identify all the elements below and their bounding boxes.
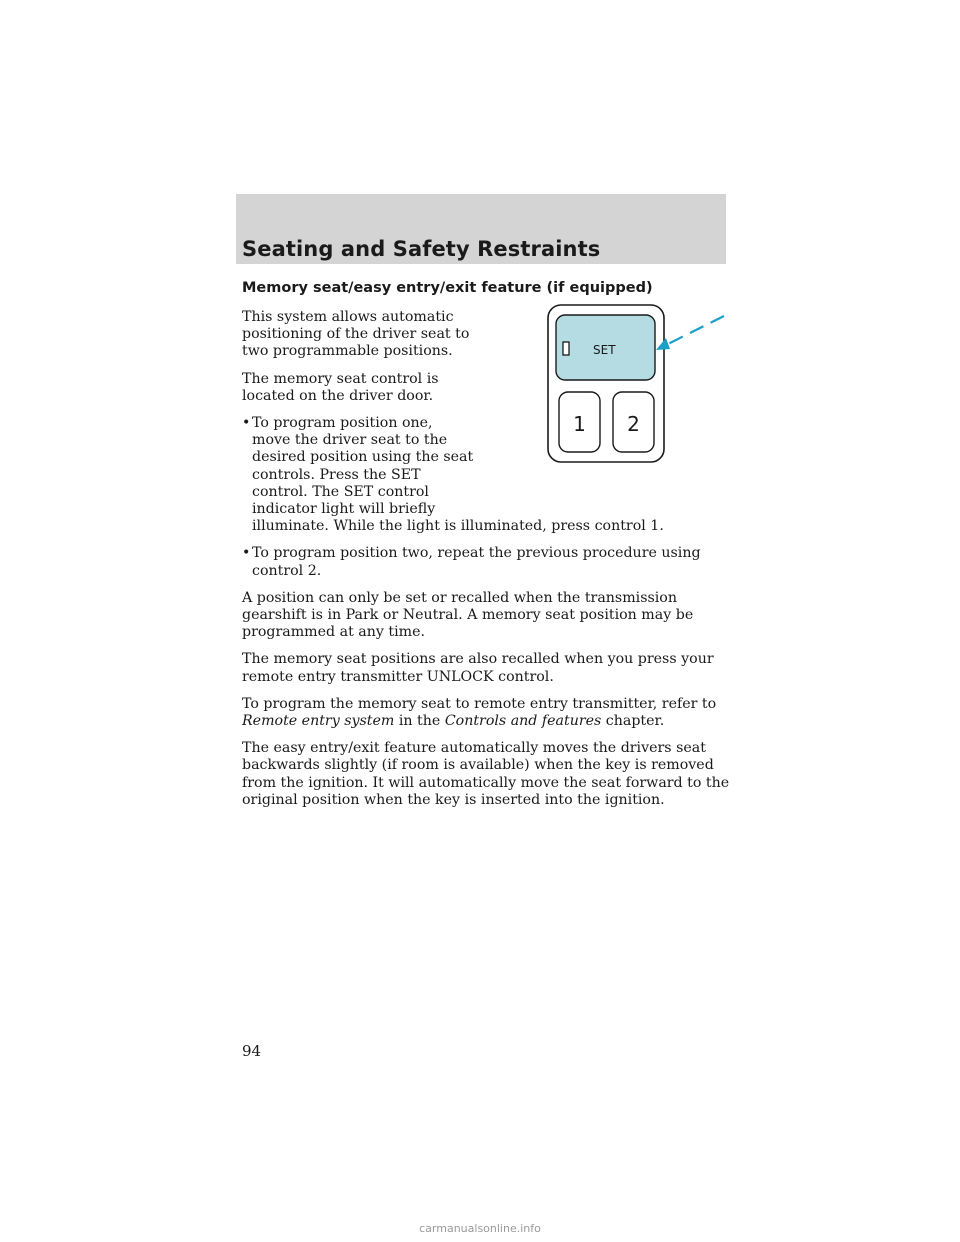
intro-paragraph-2: The memory seat control is located on the driver door. (242, 370, 439, 404)
remote-entry-system-reference: Remote entry system (242, 713, 395, 730)
callout-leader-line (668, 316, 724, 344)
set-button-label: SET (593, 343, 616, 357)
intro-paragraph-1: This system allows automatic positioning of the driver seat to two programmable positions. (242, 309, 470, 360)
bullet-marker: • (242, 545, 251, 562)
bullet-marker: • (242, 415, 251, 432)
bullet-2-text: To program position two, repeat the previous procedure using control 2. (252, 545, 701, 579)
remote-program-text-middle: in the (394, 713, 445, 730)
page-number: 94 (242, 1042, 262, 1060)
chapter-header-band (236, 194, 726, 264)
remote-recall-paragraph: The memory seat positions are also recalled when you press your remote entry transmitter UNLOCK control. (242, 651, 714, 685)
bullet-1-text-b: illuminate. While the light is illuminated, press control 1. (252, 518, 664, 535)
section-heading: Memory seat/easy entry/exit feature (if equipped) (242, 280, 653, 296)
memory-button-1-label: 1 (573, 412, 586, 436)
controls-and-features-reference: Controls and features (444, 713, 602, 730)
easy-entry-paragraph: The easy entry/exit feature automatically moves the drivers seat backwards slightly (if room is available) when the key is removed from the ignition. It will automatically move the seat forward to the original position when the key is inserted into the ignition. (242, 740, 730, 808)
gearshift-paragraph: A position can only be set or recalled when the transmission gearshift is in Park or Neutral. A memory seat position may be programmed at any time. (242, 589, 694, 641)
memory-seat-control-diagram (540, 300, 730, 470)
chapter-title: Seating and Safety Restraints (242, 237, 601, 261)
watermark: carmanualsonline.info (419, 1222, 541, 1235)
memory-button-2-label: 2 (627, 412, 640, 436)
remote-program-paragraph (242, 696, 732, 730)
set-indicator-light-icon (563, 342, 569, 355)
bullet-1-text-a: To program position one, move the driver seat to the desired position using the seat controls. Press the SET control. The SET control indicator light will briefly (252, 415, 474, 518)
bullet-item-program-position-two (242, 545, 732, 579)
remote-program-text-after: chapter. (601, 713, 665, 730)
remote-program-text-before: To program the memory seat to remote entry transmitter, refer to (242, 695, 717, 712)
